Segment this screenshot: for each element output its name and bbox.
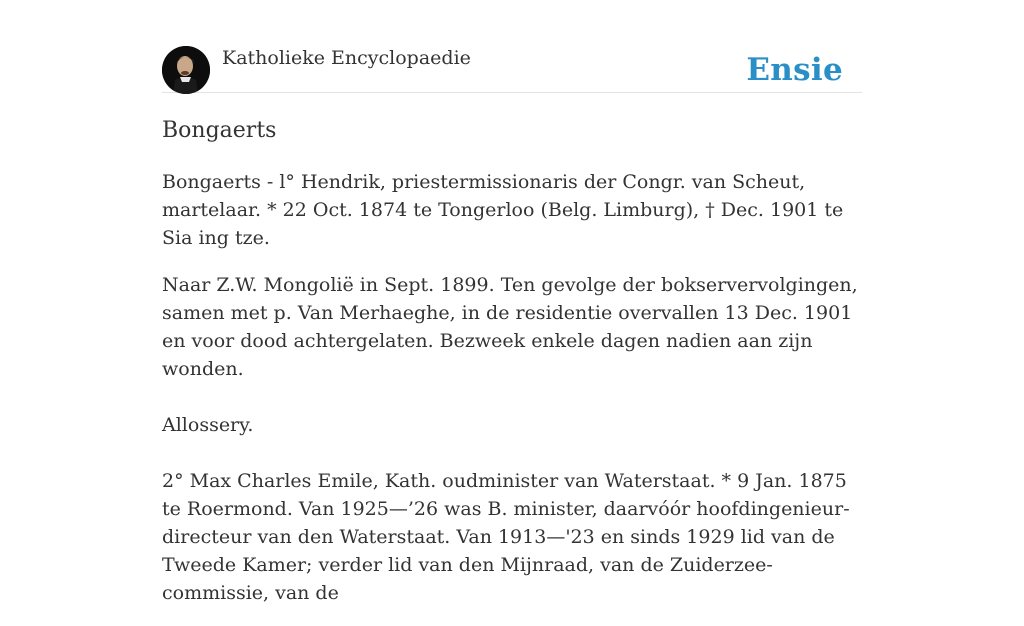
- article-paragraph: Bongaerts - l° Hendrik, priestermissionaris der Congr. van Scheut, martelaar. * 22 Oct. 1874 te Tongerloo (Belg. Limburg), † Dec. 1901 te Sia ing tze.: [162, 171, 844, 249]
- site-name[interactable]: Katholieke Encyclopaedie: [222, 47, 471, 69]
- site-header: [162, 46, 862, 93]
- article-paragraph: Naar Z.W. Mongolië in Sept. 1899. Ten gevolge der bokservervolgingen, samen met p. Van Merhaeghe, in de residentie overvallen 13 Dec. 1901 en voor dood achtergelaten. Bezweek enkele dagen nadien aan zijn wonden.: [162, 274, 858, 380]
- article-author: Allossery.: [162, 414, 254, 436]
- article-body: [162, 168, 862, 626]
- brand-logo[interactable]: Ensie: [746, 52, 843, 88]
- page-title: Bongaerts: [162, 118, 277, 143]
- article-paragraph: 2° Max Charles Emile, Kath. oudminister van Waterstaat. * 9 Jan. 1875 te Roermond. Van 1925—’26 was B. minister, daarvóór hoofdingenieur-directeur van den Waterstaat. Van 1913—'23 en sinds 1929 lid van de Tweede Kamer; verder lid van den Mijnraad, van de Zuiderzee-commissie, van de: [162, 470, 850, 604]
- portrait-avatar-icon[interactable]: [162, 46, 210, 94]
